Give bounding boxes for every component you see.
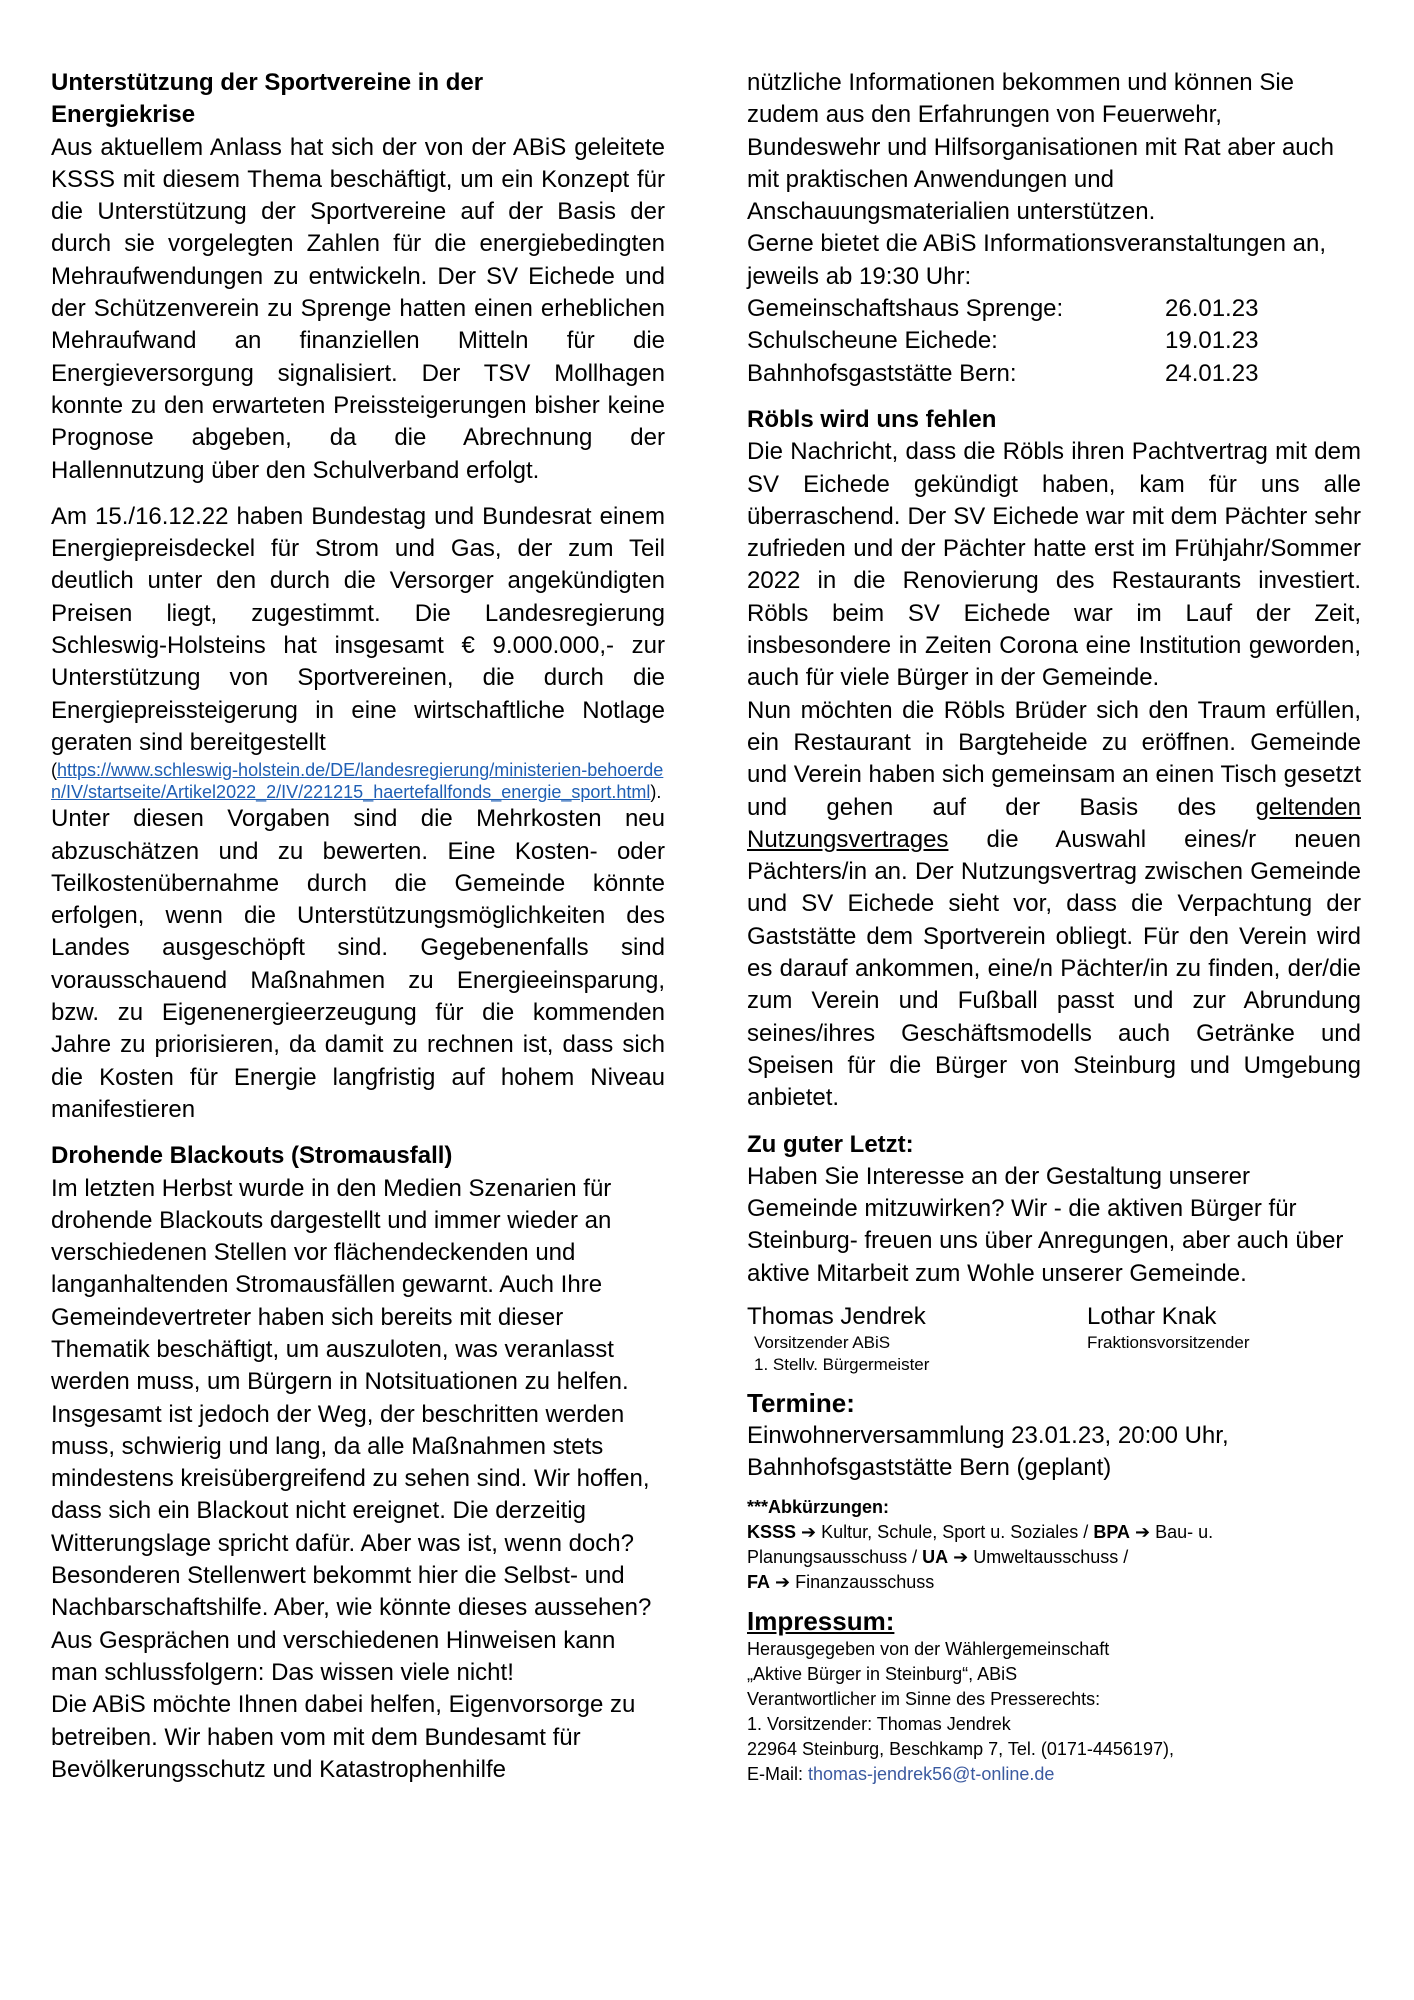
roebls-paragraph-1: Die Nachricht, dass die Röbls ihren Pachtvertrag mit dem SV Eichede gekündigt haben, kam für uns alle überraschend. Der SV Eichede war mit dem Pächter sehr zufrieden und der Pächter hatte erst im Frühjahr/Sommer 2022 in die Renovierung des Restaurants investiert. Röbls beim SV Eichede war im Lauf der Zeit, insbesondere in Zeiten Corona eine Institution geworden, auch für viele Bürger in der Gemeinde. [747, 438, 1361, 692]
signatures [747, 1302, 1361, 1376]
letzt-heading: Zu guter Letzt: [747, 1130, 914, 1158]
abbr-value: Kultur, Schule, Sport u. Soziales / [821, 1521, 1089, 1542]
impressum-line: „Aktive Bürger in Steinburg“, ABiS [747, 1663, 1018, 1684]
abbr-key: UA [922, 1546, 949, 1567]
abbreviations-heading: ***Abkürzungen: [747, 1496, 890, 1517]
roebls-paragraph-2 [747, 695, 1361, 1115]
arrow-right-icon: ➔ [801, 1521, 817, 1542]
impressum-line: 1. Vorsitzender: Thomas Jendrek [747, 1713, 1011, 1734]
impressum-line: Herausgegeben von der Wählergemeinschaft [747, 1638, 1110, 1659]
event-location: Bahnhofsgaststätte Bern: [747, 359, 1017, 387]
right-column [747, 67, 1361, 1787]
impressum-line: Verantwortlicher im Sinne des Presserechts: [747, 1688, 1101, 1709]
impressum-heading: Impressum: [747, 1605, 895, 1636]
event-date: 24.01.23 [1165, 359, 1259, 387]
events-list [747, 293, 1361, 390]
event-date: 26.01.23 [1165, 295, 1259, 323]
sport-heading-line1: Unterstützung der Sportvereine in der [51, 69, 484, 96]
sport-paragraph-1: Aus aktuellem Anlass hat sich der von der ABiS geleitete KSSS mit diesem Thema beschäftigt, um ein Konzept für die Unterstützung der Sportvereine auf der Basis der durch sie vorgelegten Zahlen für die energiebedingten Mehraufwendungen zu entwickeln. Der SV Eichede und der Schützenverein zu Sprenge hatten einen erheblichen Mehraufwand an finanziellen Mitteln für die Energieversorgung signalisiert. Der TSV Mollhagen konnte zu den erwarteten Preissteigerungen bisher keine Prognose abgeben, da die Abrechnung der Hallennutzung über den Schulverband erfolgt. [51, 133, 665, 484]
event-date: 19.01.23 [1165, 327, 1259, 355]
signature-role: Vorsitzender ABiS [754, 1332, 891, 1352]
arrow-right-icon: ➔ [1135, 1521, 1151, 1542]
abbr-value: Bau- u. Planungsausschuss / [747, 1521, 1214, 1567]
abbr-key: BPA [1093, 1521, 1130, 1542]
letzt-paragraph: Haben Sie Interesse an der Gestaltung unserer Gemeinde mitzuwirken? Wir - die aktiven Bürger für Steinburg- freuen uns über Anregungen, aber auch über aktive Mitarbeit zum Wohle unserer Gemeinde. [747, 1162, 1344, 1287]
signature-role: Fraktionsvorsitzender [1087, 1332, 1250, 1352]
roebls-heading: Röbls wird uns fehlen [747, 405, 997, 433]
abbr-value: Finanzausschuss [795, 1571, 935, 1592]
event-row [747, 358, 1361, 390]
signature-knak [1087, 1302, 1250, 1376]
nutzungsvertrag-underlined: geltenden Nutzungsvertrages [747, 793, 1361, 853]
event-location: Gemeinschaftshaus Sprenge: [747, 295, 1064, 323]
events-intro: Gerne bietet die ABiS Informationsveranstaltungen an, jeweils ab 19:30 Uhr: [747, 230, 1327, 290]
sport-paragraph-2: Am 15./16.12.22 haben Bundestag und Bundesrat einem Energiepreisdeckel für Strom und Gas, der zum Teil deutlich unter den durch die Versorger angekündigten Preisen liegt, zugestimmt. Die Landesregierung Schleswig-Holsteins hat insgesamt € 9.000.000,- zur Unterstützung von Sportvereinen, die durch die Energiepreissteigerung in eine wirtschaftliche Notlage geraten sind bereitgestellt [51, 502, 665, 756]
impressum-line: 22964 Steinburg, Beschkamp 7, Tel. (0171-4456197), [747, 1738, 1174, 1759]
roebls-p2-part-b: die Auswahl eines/r neuen Pächters/in an. Der Nutzungsvertrag zwischen Gemeinde und SV Eichede sieht vor, dass die Verpachtung der Gaststätte dem Sportverein obliegt. Für den Verein wird es darauf ankommen, eine/n Pächter/in zu finden, der/die zum Verein und Fußball passt und zur Abrundung seines/ihres Geschäftsmodells auch Getränke und Speisen für die Bürger von Steinburg und Umgebung anbietet. [747, 825, 1361, 1112]
sport-paragraph-3: Unter diesen Vorgaben sind die Mehrkosten neu abzuschätzen und zu bewerten. Eine Kosten- oder Teilkostenübernahme durch die Gemeinde könnte erfolgen, wenn die Unterstützungsmöglichkeiten des Landes ausgeschöpft sind. Gegebenenfalls sind vorausschauend Maßnahmen zu Energieeinsparung, bzw. zu Eigenenergieerzeugung für die kommenden Jahre zu priorisieren, da damit zu rechnen ist, dass sich die Kosten für Energie langfristig auf hohem Niveau manifestieren [51, 805, 665, 1123]
abbr-key: KSSS [747, 1521, 797, 1542]
email-link[interactable]: thomas-jendrek56@t-online.de [808, 1763, 1055, 1784]
blackout-paragraph-1: Im letzten Herbst wurde in den Medien Szenarien für drohende Blackouts dargestellt und immer wieder an verschiedenen Stellen vor flächendeckenden und langanhaltenden Stromausfällen gewarnt. Auch Ihre Gemeindevertreter haben sich bereits mit dieser Thematik beschäftigt, um auszuloten, was veranlasst werden muss, um Bürgern in Notsituationen zu helfen. Insgesamt ist jedoch der Weg, der beschritten werden muss, schwierig und lang, da alle Maßnahmen stets mindestens kreisübergreifend zu sehen sind. Wir hoffen, dass sich ein Blackout nicht ereignet. Die derzeitig Witterungslage spricht dafür. Aber was ist, wenn doch? Besonderen Stellenwert bekommt hier die Selbst- und Nachbarschaftshilfe. Aber, wie könnte dieses aussehen? Aus Gesprächen und verschiedenen Hinweisen kann man schlussfolgern: Das wissen viele nicht! [51, 1174, 652, 1686]
left-column [51, 67, 665, 1786]
blackout-continued: nützliche Informationen bekommen und können Sie zudem aus den Erfahrungen von Feuerwehr, Bundeswehr und Hilfsorganisationen mit Rat aber auch mit praktischen Anwendungen und Anschauungsmaterialien unterstützen. [747, 69, 1335, 226]
termine-paragraph: Einwohnerversammlung 23.01.23, 20:00 Uhr, Bahnhofsgaststätte Bern (geplant) [747, 1421, 1229, 1482]
abbreviations-list [747, 1520, 1361, 1595]
event-location: Schulscheune Eichede: [747, 327, 998, 355]
signature-name: Lothar Knak [1087, 1302, 1217, 1330]
link-open-paren: ( [51, 760, 57, 781]
event-row [747, 293, 1361, 325]
signature-jendrek [747, 1302, 1087, 1376]
event-row [747, 325, 1361, 357]
blackout-heading: Drohende Blackouts (Stromausfall) [51, 1142, 453, 1170]
ministry-link[interactable]: https://www.schleswig-holstein.de/DE/landesregierung/ministerien-behoerden/IV/startseite/Artikel2022_2/IV/221215_haertefallfonds_energie_sport.html [51, 760, 664, 803]
email-label: E-Mail: [747, 1763, 809, 1784]
ministry-link-line [51, 759, 665, 803]
arrow-right-icon: ➔ [953, 1546, 969, 1567]
signature-name: Thomas Jendrek [747, 1302, 926, 1330]
sport-heading-line2: Energiekrise [51, 101, 196, 129]
roebls-p2-part-a: Nun möchten die Röbls Brüder sich den Traum erfüllen, ein Restaurant in Bargteheide zu eröffnen. Gemeinde und Verein haben sich gemeinsam an einen Tisch gesetzt und gehen auf der Basis des [747, 696, 1361, 821]
link-close-paren: ). [650, 782, 662, 803]
impressum-block [747, 1637, 1361, 1787]
abbr-key: FA [747, 1571, 771, 1592]
signature-role: 1. Stellv. Bürgermeister [754, 1354, 930, 1374]
termine-heading: Termine: [747, 1387, 855, 1418]
abbr-value: Umweltausschuss / [973, 1546, 1129, 1567]
arrow-right-icon: ➔ [775, 1571, 791, 1592]
blackout-paragraph-2: Die ABiS möchte Ihnen dabei helfen, Eigenvorsorge zu betreiben. Wir haben vom mit dem Bundesamt für Bevölkerungsschutz und Katastrophenhilfe [51, 1691, 636, 1783]
impressum-email-line [747, 1762, 1361, 1787]
